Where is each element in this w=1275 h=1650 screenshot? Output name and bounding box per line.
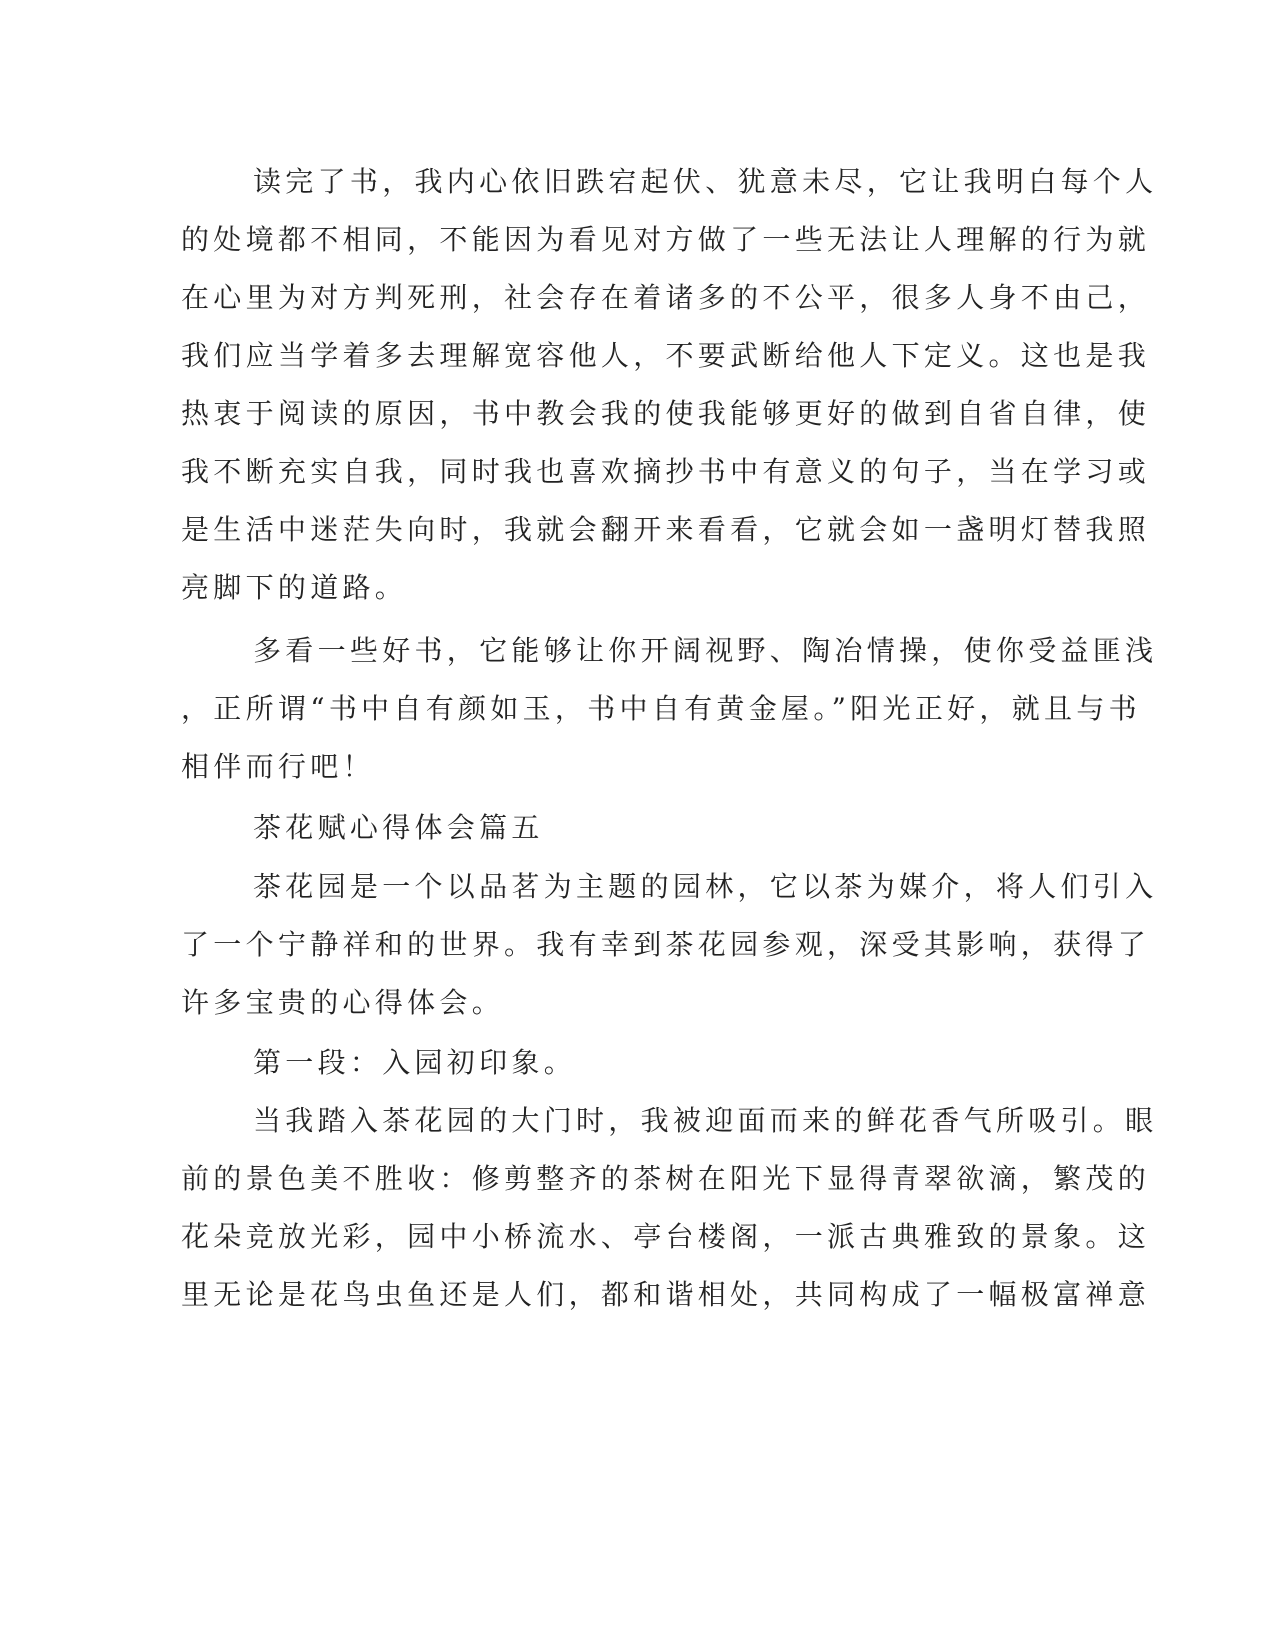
paragraph-4-line-3: 花朵竞放光彩，园中小桥流水、亭台楼阁，一派古典雅致的景象。这 (181, 1220, 1151, 1253)
subsection-heading: 第一段：入园初印象。 (253, 1046, 577, 1079)
paragraph-1-line-8: 亮脚下的道路。 (181, 571, 408, 604)
paragraph-3-line-2: 了一个宁静祥和的世界。我有幸到茶花园参观，深受其影响，获得了 (181, 928, 1151, 961)
paragraph-2-line-3: 相伴而行吧！ (181, 750, 375, 783)
paragraph-4-line-2: 前的景色美不胜收：修剪整齐的茶树在阳光下显得青翠欲滴，繁茂的 (181, 1162, 1151, 1195)
paragraph-4-line-1: 当我踏入茶花园的大门时，我被迎面而来的鲜花香气所吸引。眼 (253, 1104, 1158, 1137)
paragraph-1-line-7: 是生活中迷茫失向时，我就会翻开来看看，它就会如一盏明灯替我照 (181, 513, 1151, 546)
paragraph-1-line-1: 读完了书，我内心依旧跌宕起伏、犹意未尽，它让我明白每个人 (253, 165, 1158, 198)
paragraph-4-line-4: 里无论是花鸟虫鱼还是人们，都和谐相处，共同构成了一幅极富禅意 (181, 1278, 1151, 1311)
paragraph-1-line-3: 在心里为对方判死刑，社会存在着诸多的不公平，很多人身不由己， (181, 281, 1151, 314)
paragraph-3-line-1: 茶花园是一个以品茗为主题的园林，它以茶为媒介，将人们引入 (253, 870, 1158, 903)
section-heading: 茶花赋心得体会篇五 (253, 811, 544, 844)
paragraph-2-line-1: 多看一些好书，它能够让你开阔视野、陶冶情操，使你受益匪浅 (253, 634, 1158, 667)
paragraph-1-line-4: 我们应当学着多去理解宽容他人，不要武断给他人下定义。这也是我 (181, 339, 1151, 372)
paragraph-1-line-5: 热衷于阅读的原因，书中教会我的使我能够更好的做到自省自律，使 (181, 397, 1151, 430)
paragraph-1-line-2: 的处境都不相同，不能因为看见对方做了一些无法让人理解的行为就 (181, 223, 1151, 256)
paragraph-1-line-6: 我不断充实自我，同时我也喜欢摘抄书中有意义的句子，当在学习或 (181, 455, 1151, 488)
paragraph-2-line-2: ，正所谓“书中自有颜如玉，书中自有黄金屋。”阳光正好，就且与书 (181, 692, 1141, 725)
paragraph-3-line-3: 许多宝贵的心得体会。 (181, 986, 505, 1019)
